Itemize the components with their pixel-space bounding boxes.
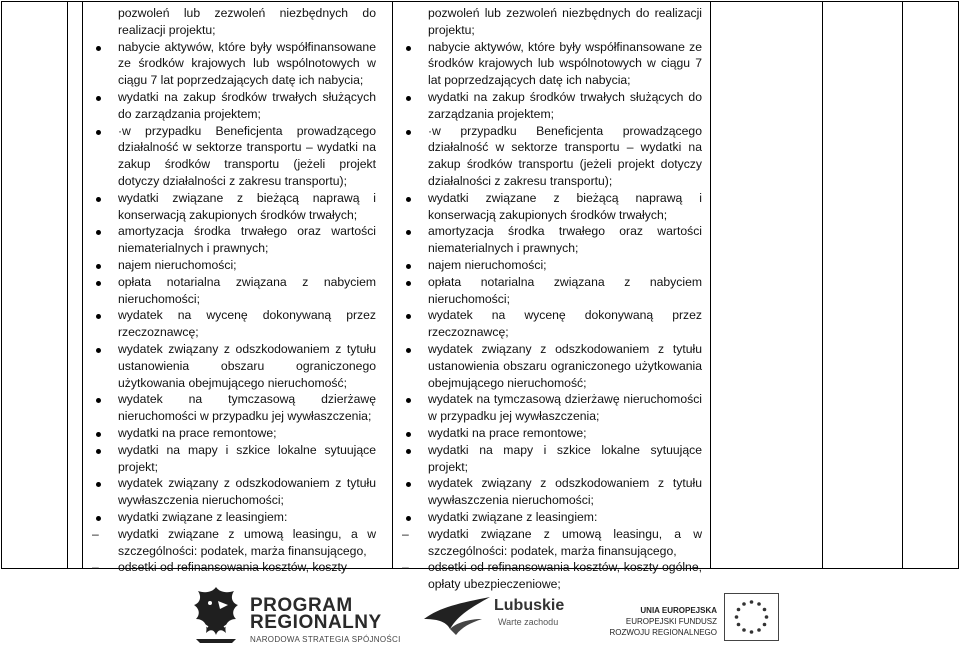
- eu-logo: [592, 593, 792, 643]
- table-divider: [392, 2, 393, 568]
- list-item: najem nieruchomości;: [96, 257, 376, 274]
- list-item: wydatek związany z odszkodowaniem z tytułu wywłaszczenia nieruchomości;: [96, 475, 376, 509]
- eu-star-icon: [742, 602, 746, 606]
- table-divider: [902, 2, 903, 568]
- footer-logos: [0, 575, 960, 657]
- list-item: najem nieruchomości;: [406, 257, 702, 274]
- list-item: wydatki na prace remontowe;: [96, 425, 376, 442]
- eu-star-icon: [737, 623, 741, 627]
- list-item: – wydatki związane z umową leasingu, a w szczególności: podatek, marża finansującego,: [96, 526, 376, 560]
- eu-star-icon: [750, 630, 754, 634]
- list-item: wydatek na wycenę dokonywaną przez rzeczoznawcę;: [406, 307, 702, 341]
- list-item: ·w przypadku Beneficjenta prowadzącego działalność w sektorze transportu – wydatki na zakup środków transportu (jeżeli projekt dotyczy działalności z zakresu transportu);: [96, 123, 376, 190]
- lubuskie-logo: [420, 585, 570, 645]
- list-item: – odsetki od refinansowania kosztów, koszty: [96, 559, 376, 576]
- table-divider: [67, 2, 68, 568]
- eu-star-icon: [757, 602, 761, 606]
- list-item: wydatki na zakup środków trwałych służących do zarządzania projektem;: [406, 89, 702, 123]
- eu-stars-flag-icon: [724, 593, 779, 641]
- list-item: amortyzacja środka trwałego oraz wartości niematerialnych i prawnych;: [96, 223, 376, 257]
- list-item: wydatek związany z odszkodowaniem z tytułu ustanowienia obszaru ograniczonego użytkowania obejmującego nieruchomość;: [96, 341, 376, 391]
- program-logo-subtitle: NARODOWA STRATEGIA SPÓJNOŚCI: [250, 635, 401, 644]
- table-divider: [822, 2, 823, 568]
- list-item: wydatki związane z bieżącą naprawą i konserwacją zakupionych środków trwałych;: [406, 190, 702, 224]
- eu-logo-text: UNIA EUROPEJSKA EUROPEJSKI FUNDUSZ ROZWOJU REGIONALNEGO: [609, 606, 717, 637]
- list-item: wydatki na mapy i szkice lokalne sytuujące projekt;: [406, 442, 702, 476]
- list-item: wydatki na zakup środków trwałych służących do zarządzania projektem;: [96, 89, 376, 123]
- list-item: wydatki związane z leasingiem:: [96, 509, 376, 526]
- list-item: opłata notarialna związana z nabyciem nieruchomości;: [406, 274, 702, 308]
- left-cost-list: [96, 5, 376, 575]
- list-item: wydatek związany z odszkodowaniem z tytułu ustanowienia obszaru ograniczonego użytkowania obejmującego nieruchomość;: [406, 341, 702, 391]
- list-item: wydatek na tymczasową dzierżawę nieruchomości w przypadku jej wywłaszczenia;: [406, 391, 702, 425]
- eu-star-icon: [763, 608, 767, 612]
- lubuskie-slogan: Warte zachodu: [498, 617, 559, 627]
- list-item: – odsetki od refinansowania kosztów, koszty ogólne, opłaty ubezpieczeniowe;: [406, 559, 702, 593]
- eu-star-icon: [735, 615, 739, 619]
- list-item: opłata notarialna związana z nabyciem nieruchomości;: [96, 274, 376, 308]
- right-cost-list: [406, 5, 702, 592]
- list-item: wydatek na tymczasową dzierżawę nieruchomości w przypadku jej wywłaszczenia;: [96, 391, 376, 425]
- list-item: wydatki związane z leasingiem:: [406, 509, 702, 526]
- list-item: pozwoleń lub zezwoleń niezbędnych do realizacji projektu;: [428, 6, 702, 37]
- program-logo-title: PROGRAM REGIONALNY: [250, 595, 382, 633]
- eu-star-icon: [757, 628, 761, 632]
- list-item: wydatki związane z bieżącą naprawą i konserwacją zakupionych środków trwałych;: [96, 190, 376, 224]
- list-item: wydatki na prace remontowe;: [406, 425, 702, 442]
- program-regionalny-logo: [188, 581, 401, 651]
- table-divider: [82, 2, 83, 568]
- list-item: pozwoleń lub zezwoleń niezbędnych do realizacji projektu;: [118, 6, 376, 37]
- list-item: nabycie aktywów, które były współfinansowane ze środków krajowych lub wspólnotowych w ciągu 7 lat poprzedzających datę ich nabycia;: [96, 39, 376, 89]
- list-item: wydatki na mapy i szkice lokalne sytuujące projekt;: [96, 442, 376, 476]
- eu-star-icon: [742, 628, 746, 632]
- eu-star-icon: [737, 608, 741, 612]
- list-item: wydatek na wycenę dokonywaną przez rzeczoznawcę;: [96, 307, 376, 341]
- list-item: wydatek związany z odszkodowaniem z tytułu wywłaszczenia nieruchomości;: [406, 475, 702, 509]
- list-item: nabycie aktywów, które były współfinansowane ze środków krajowych lub wspólnotowych w ciągu 7 lat poprzedzających datę ich nabycia;: [406, 39, 702, 89]
- polish-eagle-icon: [188, 583, 244, 645]
- list-item: – wydatki związane z umową leasingu, a w szczególności: podatek, marża finansującego,: [406, 526, 702, 560]
- lubuskie-bird-icon: [420, 589, 496, 637]
- list-item: amortyzacja środka trwałego oraz wartości niematerialnych i prawnych;: [406, 223, 702, 257]
- list-item: ·w przypadku Beneficjenta prowadzącego działalność w sektorze transportu – wydatki na zakup środków transportu (jeżeli projekt dotyczy działalności z zakresu transportu);: [406, 123, 702, 190]
- table-divider: [710, 2, 711, 568]
- eu-star-icon: [763, 623, 767, 627]
- eu-star-icon: [750, 600, 754, 604]
- content-table: [1, 1, 959, 592]
- lubuskie-title: Lubuskie: [494, 597, 565, 614]
- eu-star-icon: [765, 615, 769, 619]
